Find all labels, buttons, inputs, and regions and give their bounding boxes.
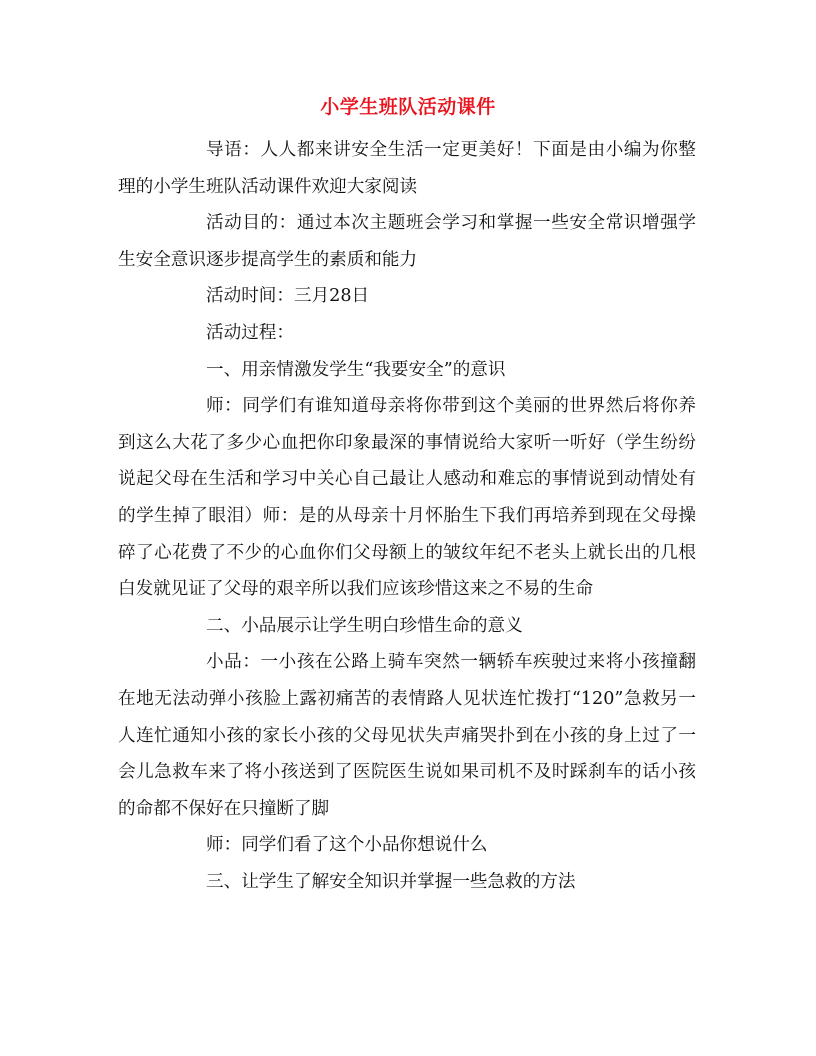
section-heading-3: 三、让学生了解安全知识并掌握一些急救的方法 bbox=[206, 871, 576, 892]
paragraph-time: 活动时间：三月28日 bbox=[206, 286, 370, 307]
document-body bbox=[118, 132, 696, 900]
paragraph-intro: 导语：人人都来讲安全生活一定更美好！下面是由小编为你整理的小学生班队活动课件欢迎大家阅读 bbox=[118, 140, 696, 197]
paragraph-teacher-2: 师：同学们看了这个小品你想说什么 bbox=[206, 835, 488, 856]
paragraph-purpose: 活动目的：通过本次主题班会学习和掌握一些安全常识增强学生安全意识逐步提高学生的素质和能力 bbox=[118, 213, 696, 270]
section-heading-2: 二、小品展示让学生明白珍惜生命的意义 bbox=[206, 615, 523, 636]
paragraph-skit: 小品：一小孩在公路上骑车突然一辆轿车疾驶过来将小孩撞翻在地无法动弹小孩脸上露初痛苦的表情路人见状连忙拨打“120”急救另一人连忙通知小孩的家长小孩的父母见状失声痛哭扑到在小孩的身上过了一会儿急救车来了将小孩送到了医院医生说如果司机不及时踩刹车的话小孩的命都不保好在只撞断了脚 bbox=[118, 652, 696, 819]
document-title: 小学生班队活动课件 bbox=[320, 96, 496, 118]
paragraph-teacher-1: 师：同学们有谁知道母亲将你带到这个美丽的世界然后将你养到这么大花了多少心血把你印象最深的事情说给大家听一听好（学生纷纷说起父母在生活和学习中关心自己最让人感动和难忘的事情说到动情处有的学生掉了眼泪）师：是的从母亲十月怀胎生下我们再培养到现在父母操碎了心花费了不少的心血你们父母额上的皱纹年纪不老头上就长出的几根白发就见证了父母的艰辛所以我们应该珍惜这来之不易的生命 bbox=[118, 396, 696, 600]
section-heading-1: 一、用亲情激发学生“我要安全”的意识 bbox=[206, 359, 506, 380]
paragraph-process-heading: 活动过程： bbox=[206, 322, 294, 343]
